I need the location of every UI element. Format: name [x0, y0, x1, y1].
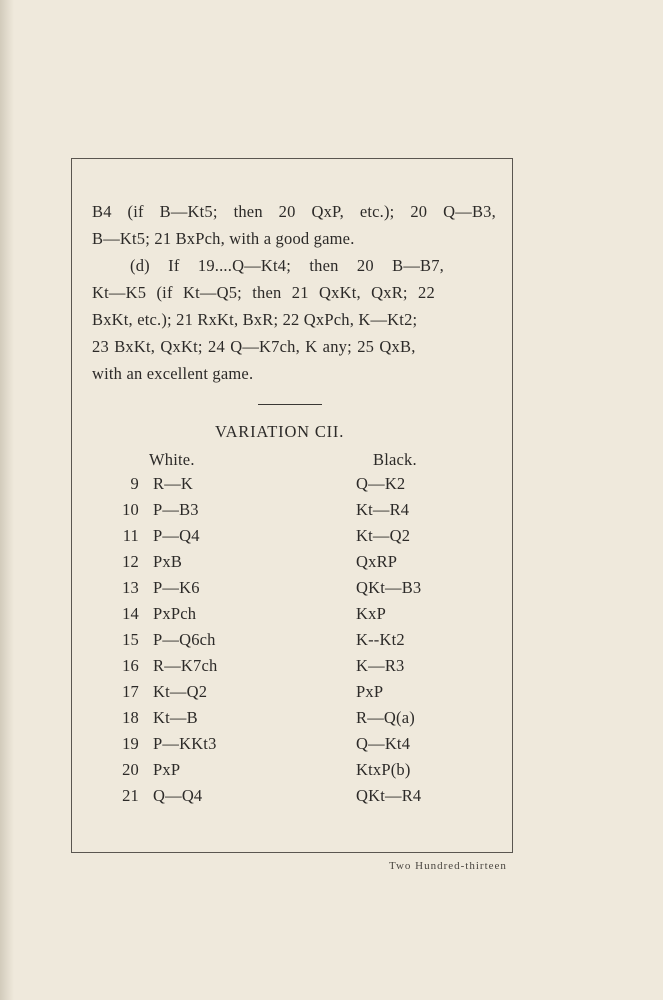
white-move: PxP: [153, 760, 181, 779]
text-line: BxKt, etc.); 21 RxKt, BxR; 22 QxPch, K—Kt2;: [92, 310, 418, 329]
white-move: R—K7ch: [153, 656, 218, 675]
move-row: [92, 548, 496, 574]
white-move: Kt—Q2: [153, 682, 208, 701]
black-move: Kt—R4: [356, 500, 410, 519]
move-row: [92, 626, 496, 652]
black-move: QKt—B3: [356, 578, 422, 597]
white-move: P—Q4: [153, 526, 200, 545]
black-move: Kt—Q2: [356, 526, 411, 545]
white-move: P—Q6ch: [153, 630, 216, 649]
move-number: 21: [122, 786, 139, 805]
black-move: QKt—R4: [356, 786, 422, 805]
move-row: [92, 600, 496, 626]
text-line: with an excellent game.: [92, 364, 254, 383]
text-line: Kt—K5 (if Kt—Q5; then 21 QxKt, QxR; 22: [92, 283, 435, 302]
move-number: 14: [122, 604, 139, 623]
move-row: [92, 678, 496, 704]
page-number-footer: Two Hundred-thirteen: [389, 860, 507, 872]
annotation-text: [92, 198, 496, 387]
black-move: K--Kt2: [356, 630, 405, 649]
white-move: P—K6: [153, 578, 200, 597]
black-move: R—Q(a): [356, 708, 415, 727]
black-move: Q—K2: [356, 474, 406, 493]
move-row: [92, 652, 496, 678]
text-line: B—Kt5; 21 BxPch, with a good game.: [92, 229, 355, 248]
move-row: [92, 704, 496, 730]
black-move: Q—Kt4: [356, 734, 411, 753]
move-number: 10: [122, 500, 139, 519]
move-row: [92, 782, 496, 808]
move-row: [92, 574, 496, 600]
page-edge-shadow: [0, 0, 14, 1000]
move-number: 20: [122, 760, 139, 779]
text-line: (d) If 19....Q—Kt4; then 20 B—B7,: [130, 256, 444, 275]
section-divider: [258, 404, 322, 405]
move-number: 18: [122, 708, 139, 727]
move-number: 13: [122, 578, 139, 597]
page-content: [92, 198, 496, 805]
text-line: 23 BxKt, QxKt; 24 Q—K7ch, K any; 25 QxB,: [92, 337, 416, 356]
move-number: 16: [122, 656, 139, 675]
move-number: 12: [122, 552, 139, 571]
white-move: P—KKt3: [153, 734, 217, 753]
white-move: PxPch: [153, 604, 197, 623]
black-move: PxP: [356, 682, 384, 701]
black-move: K—R3: [356, 656, 405, 675]
move-row: [92, 470, 496, 496]
moves-table: [92, 470, 496, 808]
move-number: 15: [122, 630, 139, 649]
move-row: [92, 730, 496, 756]
move-number: 11: [122, 526, 139, 545]
black-move: QxRP: [356, 552, 398, 571]
black-move: KtxP(b): [356, 760, 411, 779]
move-row: [92, 496, 496, 522]
white-column-header: White.: [149, 450, 195, 469]
white-move: P—B3: [153, 500, 199, 519]
variation-title: VARIATION CII.: [215, 422, 345, 441]
white-move: PxB: [153, 552, 183, 571]
white-move: Q—Q4: [153, 786, 203, 805]
move-number: 17: [122, 682, 139, 701]
white-move: Kt—B: [153, 708, 198, 727]
move-number: 9: [130, 474, 139, 493]
move-row: [92, 756, 496, 782]
black-move: KxP: [356, 604, 386, 623]
move-number: 19: [122, 734, 139, 753]
black-column-header: Black.: [373, 450, 417, 469]
move-row: [92, 522, 496, 548]
white-move: R—K: [153, 474, 194, 493]
text-line: B4 (if B—Kt5; then 20 QxP, etc.); 20 Q—B3,: [92, 202, 496, 221]
